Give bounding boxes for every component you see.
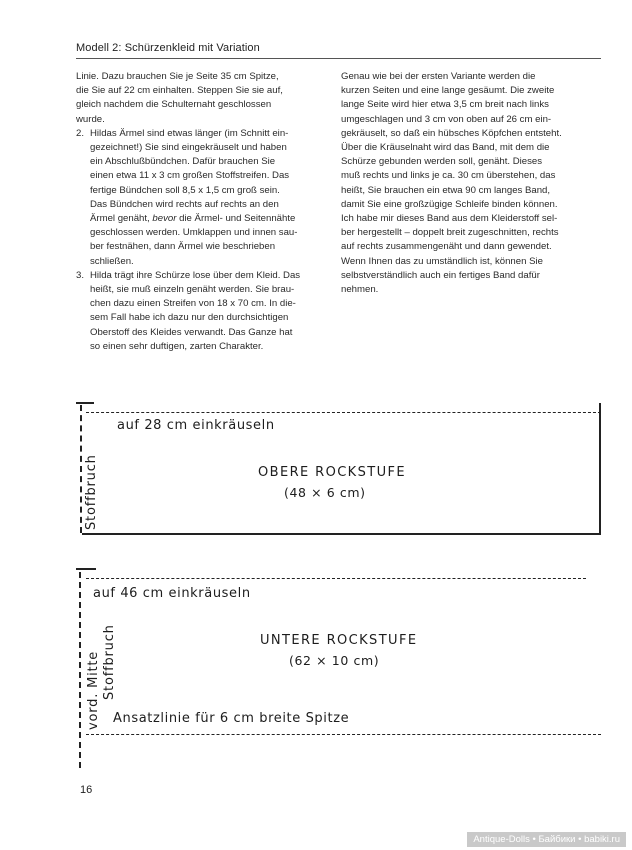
pattern-right-edge <box>599 403 601 534</box>
text-line: Hildas Ärmel sind etwas länger (im Schnitt ein- <box>90 127 289 139</box>
text-line: Schürze gebunden werden soll, genäht. Dieses <box>341 156 543 168</box>
fold-line <box>80 405 82 533</box>
text-line: die Sie auf 22 cm einhalten. Steppen Sie sie auf, <box>76 85 283 97</box>
text-line: sem Fall habe ich dazu nur den durchsichtigen <box>90 312 289 324</box>
text-line: geschlossen werden. Umklappen und innen sau- <box>90 227 298 239</box>
pattern-top-edge <box>76 402 94 404</box>
gather-line <box>86 578 586 579</box>
lace-attachment-line <box>86 734 601 735</box>
fold-label: Stoffbruch <box>84 454 99 530</box>
fold-label: Stoffbruch <box>102 624 117 700</box>
text-line: auf rechts zusammengenäht und dann gewendet. <box>341 241 552 253</box>
text-line: gezeichnet!) Sie sind eingekräuselt und haben <box>90 142 287 154</box>
text-line: einen etwa 11 x 3 cm großen Stoffstreifen. Das <box>90 170 290 182</box>
pattern-dimensions: (48 × 6 cm) <box>284 485 366 500</box>
text-line: ein Abschlußbündchen. Dafür brauchen Sie <box>90 156 276 168</box>
fold-line <box>79 572 81 768</box>
text-line: Wenn Ihnen das zu umständlich ist, können Sie <box>341 255 543 267</box>
list-number: 3. <box>76 269 85 281</box>
text-line: nehmen. <box>341 284 379 296</box>
text-fragment: die Ärmel- und Seitennähte <box>176 213 296 225</box>
header-divider <box>76 58 601 59</box>
text-line: umgeschlagen und 3 cm von oben auf 26 cm ein- <box>341 113 552 125</box>
intro-paragraph <box>76 70 326 127</box>
left-text-column <box>76 70 326 354</box>
text-line: so einen sehr duftigen, zarten Charakter. <box>90 340 264 352</box>
lace-attachment-label: Ansatzlinie für 6 cm breite Spitze <box>113 711 350 726</box>
list-item-2 <box>76 127 326 269</box>
center-front-label: vord. Mitte <box>86 650 101 730</box>
text-line: wurde. <box>76 113 105 125</box>
text-line: Das Bündchen wird rechts auf rechts an den <box>90 198 279 210</box>
text-line: gekräuselt, so daß ein hübsches Köpfchen entsteht. <box>341 127 562 139</box>
list-number: 2. <box>76 127 85 139</box>
text-line: gleich nachdem die Schulternaht geschlossen <box>76 99 272 111</box>
page-number: 16 <box>80 784 93 796</box>
list-item-3 <box>76 269 326 354</box>
text-line: damit Sie eine großzügige Schleife binden können. <box>341 198 558 210</box>
text-line: kurzen Seiten und eine lange gesäumt. Die zweite <box>341 85 555 97</box>
emphasis-bevor: bevor <box>152 213 177 225</box>
pattern-top-edge <box>76 568 96 570</box>
gather-label: auf 46 cm einkräuseln <box>93 586 251 601</box>
text-line: Über die Kräuselnaht wird das Band, mit dem die <box>341 142 550 154</box>
text-line: Genau wie bei der ersten Variante werden die <box>341 71 536 82</box>
pattern-bottom-edge <box>82 533 601 535</box>
text-line: heißt, sie muß einzeln genäht werden. Sie brau- <box>90 284 295 296</box>
text-line: Hilda trägt ihre Schürze lose über dem Kleid. Das <box>90 269 301 281</box>
text-line: selbstverständlich auch ein fertiges Band dafür <box>341 269 540 281</box>
text-line: heißt, Sie brauchen ein etwa 90 cm langes Band, <box>341 184 551 196</box>
text-line: chen dazu einen Streifen von 18 x 70 cm. In die- <box>90 298 296 310</box>
text-line: lange Seite wird hier etwa 3,5 cm breit nach links <box>341 99 549 111</box>
text-fragment: Ärmel genäht, <box>90 213 153 225</box>
pattern-title: OBERE ROCKSTUFE <box>258 465 407 480</box>
text-line: Linie. Dazu brauchen Sie je Seite 35 cm Spitze, <box>76 71 279 82</box>
text-line: schließen. <box>90 255 134 267</box>
watermark: Antique-Dolls • Байбики • babiki.ru <box>467 832 626 847</box>
text-line: Ich habe mir dieses Band aus dem Kleiderstoff sel- <box>341 213 558 225</box>
page-header-title: Modell 2: Schürzenkleid mit Variation <box>76 42 260 54</box>
pattern-title: UNTERE ROCKSTUFE <box>260 633 418 648</box>
text-line: ber hergestellt – doppelt breit zugeschnitten, rechts <box>341 227 559 239</box>
text-line: muß rechts und links je ca. 30 cm überstehen, das <box>341 170 556 182</box>
text-line: Oberstoff des Kleides verwandt. Das Ganze hat <box>90 326 293 338</box>
text-line: ber festnähen, dann Ärmel wie beschrieben <box>90 241 276 253</box>
gather-label: auf 28 cm einkräuseln <box>117 418 275 433</box>
gather-line <box>86 412 601 413</box>
text-line: fertige Bündchen soll 8,5 x 1,5 cm groß sein. <box>90 184 280 196</box>
right-text-column <box>341 70 596 297</box>
pattern-dimensions: (62 × 10 cm) <box>289 653 380 668</box>
